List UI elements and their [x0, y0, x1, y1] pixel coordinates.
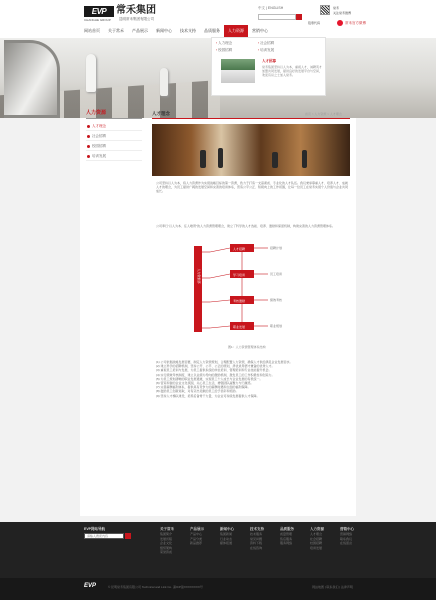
nav-item-home[interactable]: 网站首页 — [84, 28, 100, 33]
sidebar-divider — [86, 118, 142, 119]
footer-bottom-bar — [0, 578, 436, 600]
sidebar-title: 人力资源 — [86, 110, 107, 116]
diagram-root-label: 人力资源部 — [197, 268, 201, 284]
title-divider — [152, 118, 350, 119]
sidebar-item-campus[interactable]: 校园招聘 — [86, 142, 142, 151]
diagram-side-label: 员工培训 — [270, 272, 283, 276]
footer-column-service: 品质服务 质量管理 售后服务 服务网络 — [280, 527, 294, 545]
footer-link[interactable]: 在线咨询 — [250, 545, 263, 550]
intro-paragraph: 公司坚持以人为本，将人力资源作为实现战略目标的第一资源，致力于打造一支高素质、专业化的人才队伍。我们秉承尊重人才、培养人才、成就人才的理念，为员工提供广阔的发展空间和完善的培训体系，营造公平公正、积极向上的工作氛围，让每一位员工在常禾实现个人价值与企业共同成长。 — [156, 181, 349, 194]
footer-link[interactable]: 新品推荐 — [190, 541, 203, 545]
dropdown-feature-desc: 常禾集团坚持以人为本，重视人才，诚聘英才加盟共同发展，提供良好的发展平台与空间，欢迎有识之士加入常禾。 — [262, 65, 323, 77]
nav-item-about[interactable]: 关于常禾 — [108, 28, 124, 33]
nav-item-marketing[interactable]: 营销中心 — [252, 28, 268, 33]
footer-link[interactable]: 媒体报道 — [220, 541, 233, 545]
footer-column-news: 新闻中心 集团新闻 行业动态 媒体报道 — [220, 527, 234, 545]
footer-column-products: 产品展示 产品中心 产品分类 新品推荐 — [190, 527, 204, 545]
diagram-node-label: 人才招聘 — [233, 247, 246, 251]
dropdown-item-campus[interactable]: › 校园招聘 — [216, 48, 233, 52]
search-icon[interactable] — [296, 14, 302, 20]
footer-link[interactable]: 产品分类 — [190, 536, 203, 541]
language-switch[interactable]: 中文 | ENGLISH — [258, 6, 284, 10]
bullet-icon — [87, 145, 90, 148]
footer-link[interactable]: 资料下载 — [250, 541, 263, 545]
footer-logo: EVP — [84, 583, 97, 589]
footer-column-about: 关于常禾 集团简介 发展历程 企业文化 组织架构 荣誉资质 — [160, 527, 174, 554]
footer-link[interactable]: 人才理念 — [310, 532, 323, 536]
list-item: (8) 鼓励员工创新进取，对有突出贡献的员工给予表彰和奖励。 — [156, 389, 239, 394]
intro-paragraph-2: 公司奉行“以人为本、任人唯贤”的人力资源管理理念，建立了科学的人才选拔、培养、激励和保留机制，构建完善的人力资源管理体系。 — [156, 224, 335, 228]
footer-column-support: 技术支持 技术服务 常见问题 资料下载 在线咨询 — [250, 527, 264, 550]
hr-structure-diagram — [190, 240, 300, 344]
dropdown-team-photo[interactable] — [221, 59, 255, 83]
footer-link[interactable]: 组织架构 — [160, 545, 173, 550]
footer-link[interactable]: 发展历程 — [160, 536, 173, 541]
list-item: (1) 公司依据战略发展需要，制定人力资源规划，合理配置人力资源，确保人才供给满足企业发展需求。 — [156, 360, 293, 364]
brand-name: 常禾集团 — [116, 5, 156, 16]
footer-link[interactable]: 企业文化 — [160, 541, 173, 545]
bullet-icon — [87, 135, 90, 138]
weibo-link[interactable]: 常禾官方微博 — [345, 21, 366, 25]
footer-link[interactable]: 联系我们 — [340, 536, 353, 541]
nav-item-service[interactable]: 品质服务 — [204, 28, 220, 33]
main-nav — [80, 25, 272, 37]
diagram-side-label: 职业规划 — [270, 324, 283, 328]
weibo-icon[interactable] — [337, 20, 343, 26]
diagram-node-label: 职业发展 — [233, 325, 246, 329]
chess-pawn-graphic — [86, 54, 96, 92]
breadcrumb[interactable]: 首页 > 人力资源 > 人才理念 — [305, 112, 342, 116]
list-item: (2) 建立科学的招聘机制，坚持公开、公平、公正的原则，择优录用德才兼备的优秀人才。 — [156, 364, 275, 369]
sidebar-item-social[interactable]: 社会招聘 — [86, 132, 142, 141]
weibo-brand-text: 常禾 — [333, 6, 340, 10]
footer-link[interactable]: 社会招聘 — [310, 536, 323, 541]
list-item: (7) 完善薪酬福利体系，提供具有竞争力的薪酬待遇和全面的福利保障。 — [156, 385, 251, 390]
header-search-input[interactable] — [258, 14, 296, 20]
sidebar-item-training[interactable]: 培训发展 — [86, 152, 142, 161]
hr-policy-list — [156, 360, 348, 398]
dropdown-feature-title[interactable]: 人才招募 — [262, 59, 276, 63]
footer-link[interactable]: 技术服务 — [250, 532, 263, 536]
nav-item-products[interactable]: 产品展示 — [132, 28, 148, 33]
page-title: 人才理念 — [152, 111, 170, 116]
bullet-icon — [87, 155, 90, 158]
office-photo — [152, 124, 350, 176]
sidebar-item-talent[interactable]: 人才理念 — [86, 122, 142, 131]
list-item: (4) 实行绩效考核制度，建立以业绩为导向的激励机制，激发员工的工作积极性和创造力。 — [156, 372, 275, 377]
list-item: (3) 重视员工培训与发展，为员工提供系统的岗位培训、管理培训和专业技能提升机会。 — [156, 368, 272, 373]
diagram-node-label: 考核激励 — [233, 299, 246, 303]
qr-code-icon — [320, 5, 330, 15]
footer-bottom-links[interactable]: 网站地图 | 联系我们 | 法律声明 — [312, 585, 353, 589]
diagram-root-box — [194, 246, 202, 332]
footer-column-hr: 人力资源 人才理念 社会招聘 校园招聘 培训发展 — [310, 527, 324, 550]
weibo-follow-text: 关注常禾微博 — [333, 11, 352, 15]
footer-column-marketing: 营销中心 营销网络 联系我们 在线留言 — [340, 527, 354, 545]
footer-search-input[interactable]: 请输入搜索内容 — [84, 533, 124, 539]
footer-link[interactable]: 营销网络 — [340, 532, 353, 536]
footer-link[interactable]: 产品中心 — [190, 532, 203, 536]
dropdown-item-social[interactable]: › 社会招聘 — [258, 41, 275, 45]
nav-item-news[interactable]: 新闻中心 — [156, 28, 172, 33]
diagram-node-label: 学习培训 — [233, 273, 246, 277]
brand-name-en: CHANGHE GROUP — [84, 18, 111, 22]
diagram-side-label: 招聘计划 — [270, 246, 283, 250]
footer-link[interactable]: 荣誉资质 — [160, 550, 173, 554]
dropdown-item-training[interactable]: › 培训发展 — [258, 48, 275, 52]
footer-link[interactable]: 在线留言 — [340, 541, 353, 545]
footer-link[interactable]: 集团新闻 — [220, 532, 233, 536]
bullet-icon — [87, 125, 90, 128]
footer-link[interactable]: 校园招聘 — [310, 541, 323, 545]
diagram-caption: 图1：人力资源管理体系结构 — [228, 345, 266, 349]
search-icon[interactable] — [125, 533, 131, 539]
footer-link[interactable]: 售后服务 — [280, 536, 293, 541]
footer-link[interactable]: 培训发展 — [310, 545, 323, 550]
list-item: (5) 为员工规划清晰的职业发展通道，实现员工个人成长与企业发展的有机统一。 — [156, 376, 263, 381]
diagram-side-label: 绩效考核 — [270, 298, 283, 302]
copyright-text: © 昆明常禾集团有限公司 Technical and Link Co. 滇ICP备XXXXXXXX号 — [108, 585, 203, 589]
footer-link[interactable]: 集团简介 — [160, 532, 173, 536]
footer-link[interactable]: 服务网络 — [280, 541, 293, 545]
footer-nav-title: EVP网站导航 — [84, 527, 106, 531]
list-item: (6) 营造和谐的企业文化氛围，关心员工生活，增强团队凝聚力与归属感。 — [156, 381, 254, 386]
stock-code-text: 股票代码 — [308, 21, 321, 25]
nav-item-support[interactable]: 技术支持 — [180, 28, 196, 33]
dropdown-item-talent[interactable]: › 人力理念 — [216, 41, 233, 45]
nav-item-hr[interactable]: 人力资源 — [224, 25, 248, 37]
brand-company-name: 昆明常禾集团有限公司 — [119, 17, 154, 21]
list-item: (9) 坚持人才梯队建设，培养后备骨干力量，为企业可持续发展提供人才保障。 — [156, 393, 260, 398]
chess-pawn-reflection-graphic — [160, 68, 168, 96]
footer-link[interactable]: 常见问题 — [250, 536, 263, 541]
brand-logo[interactable]: EVP — [84, 6, 114, 17]
footer-link[interactable]: 质量管理 — [280, 532, 293, 536]
footer-link[interactable]: 行业动态 — [220, 536, 233, 541]
mirror-graphic — [4, 40, 60, 118]
